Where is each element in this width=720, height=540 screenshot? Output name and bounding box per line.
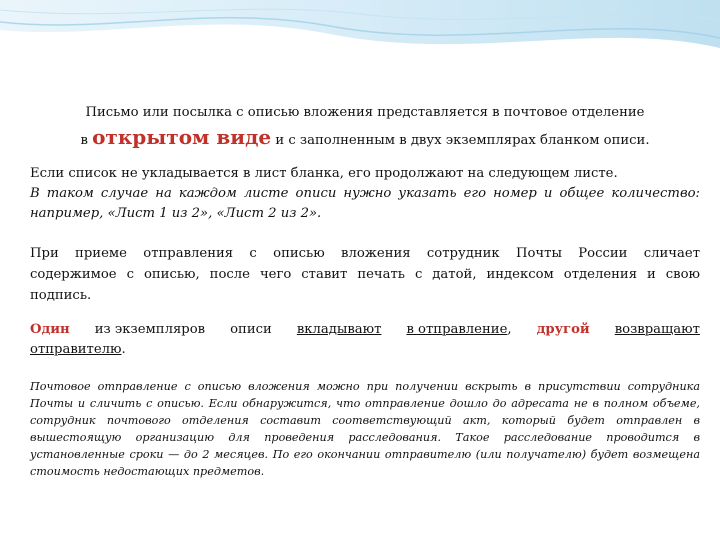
word-of-copies: из экземпляров bbox=[94, 322, 206, 337]
word-one: Один bbox=[30, 322, 70, 337]
paragraph-inspection: Почтовое отправление с описью вложения можно при получении вскрыть в присутствии сотрудника Почты и сличить с описью. Если обнаружится, что отправление дошло до адресата не в полном объеме, сотрудник почтового отделения составит соответствующий акт, который будет отправлен в вышестоящую организацию для проведения расследования. Такое расследование проводится в установленные сроки — до 2 месяцев. По его окончании отправителю (или получателю) будет возмещена стоимость недостающих предметов. bbox=[30, 380, 700, 478]
header-wave-decoration bbox=[0, 0, 720, 80]
heading-prefix: в bbox=[80, 133, 88, 148]
heading-line-2 bbox=[30, 125, 700, 153]
word-inventory: описи bbox=[230, 322, 272, 337]
paragraph-continuation-line: Если список не укладывается в лист бланка, его продолжают на следующем листе. bbox=[30, 166, 618, 181]
word-into-shipment-group bbox=[406, 320, 511, 340]
paragraph-continuation-italic: В таком случае на каждом листе описи нужно указать его номер и общее количество: например, «Лист 1 из 2», «Лист 2 из 2». bbox=[30, 186, 700, 221]
paragraph-copies bbox=[30, 320, 700, 360]
paragraph-copies-line-2 bbox=[30, 340, 700, 360]
heading-suffix: и с заполненным в двух экземплярах бланком описи. bbox=[275, 133, 650, 148]
heading bbox=[30, 101, 700, 153]
paragraph-continuation bbox=[30, 164, 700, 224]
heading-emphasis: открытом виде bbox=[92, 125, 272, 149]
paragraph-copies-row bbox=[30, 320, 700, 340]
word-to-sender: отправителю bbox=[30, 342, 122, 357]
paragraph-acceptance: При приеме отправления с описью вложения сотрудник Почты России сличает содержимое с описью, после чего ставит печать с датой, индексом отделения и свою подпись. bbox=[30, 246, 700, 303]
word-other: другой bbox=[536, 322, 590, 337]
comma: , bbox=[507, 322, 512, 337]
word-into-shipment: в отправление bbox=[406, 322, 508, 337]
word-put-in: вкладывают bbox=[296, 322, 382, 337]
word-return: возвращают bbox=[614, 322, 700, 337]
heading-line-1: Письмо или посылка с описью вложения представляется в почтовое отделение bbox=[85, 105, 645, 120]
period: . bbox=[121, 342, 126, 357]
